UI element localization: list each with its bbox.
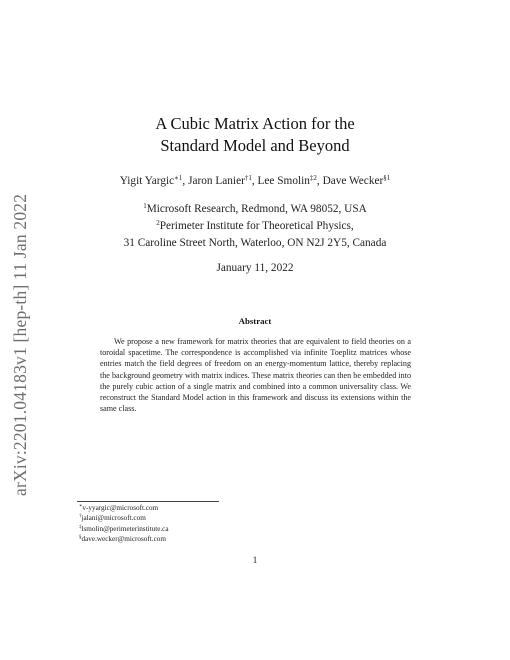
affiliation-text: Perimeter Institute for Theoretical Physics, xyxy=(159,220,354,232)
paper-title xyxy=(100,113,410,157)
affiliation-1 xyxy=(60,201,450,218)
author-name: Jaron Lanier xyxy=(188,175,245,187)
author-mark: ∗1 xyxy=(174,174,183,182)
footnote-mark: § xyxy=(79,535,82,541)
author-name: Dave Wecker xyxy=(322,175,384,187)
footnote-email: v-yyargic@microsoft.com xyxy=(82,504,159,512)
footnotes xyxy=(79,503,329,545)
author-name: Lee Smolin xyxy=(257,175,310,187)
footnote-email: dave.wecker@microsoft.com xyxy=(81,535,166,544)
footnote-mark: ‡ xyxy=(79,524,82,530)
footnote-email: lsmolin@perimeterinstitute.ca xyxy=(81,524,169,533)
abstract-body: We propose a new framework for matrix theories that are equivalent to field theories on a toroidal spacetime. The correspondence is accomplished via infinite Toeplitz matrices whose entries match the field degrees of freedom on an energy-momentum lattice, thereby replacing the background geometry with matrix indices. These matrix theories can then be embedded into the purely cubic action of a single matrix and combined into a common universality class. We reconstruct the Standard Model action in this framework and discuss its extensions within the same class. xyxy=(100,337,411,414)
title-line-1: A Cubic Matrix Action for the xyxy=(155,114,355,133)
affiliation-mark: 1 xyxy=(143,202,147,210)
affiliation-text: Microsoft Research, Redmond, WA 98052, USA xyxy=(146,203,367,215)
footnote-divider xyxy=(77,501,219,502)
affiliation-2-address: 31 Caroline Street North, Waterloo, ON N2J 2Y5, Canada xyxy=(123,237,387,249)
author-list: Yigit Yargic$^{∗1}$, Jaron Lanier$^{\dagger 1}$, Lee Smolin$^{\ddagger 2}$, Dave Wecker$^{\S 1}$ xyxy=(119,174,391,187)
affiliation-2 xyxy=(60,218,450,235)
author-mark: §1 xyxy=(383,174,391,182)
page-number: 1 xyxy=(252,556,258,566)
footnote-mark: † xyxy=(79,514,82,520)
author-name: Yigit Yargic xyxy=(119,175,175,187)
footnote-mark: ∗ xyxy=(79,504,83,509)
title-line-2: Standard Model and Beyond xyxy=(160,136,350,155)
footnote-email: jalani@microsoft.com xyxy=(81,514,146,523)
arxiv-side-label: arXiv:2201.04183v1 [hep-th] 11 Jan 2022 xyxy=(10,193,30,497)
footnote-item xyxy=(79,534,329,544)
footnote-item xyxy=(79,513,329,523)
author-mark: †1 xyxy=(244,174,252,182)
abstract-heading: Abstract xyxy=(238,316,272,326)
author-mark: ‡2 xyxy=(309,174,317,182)
footnote-item xyxy=(79,524,329,534)
paper-date: January 11, 2022 xyxy=(216,262,294,274)
affiliation-mark: 2 xyxy=(156,219,160,227)
footnote-item xyxy=(79,503,329,513)
